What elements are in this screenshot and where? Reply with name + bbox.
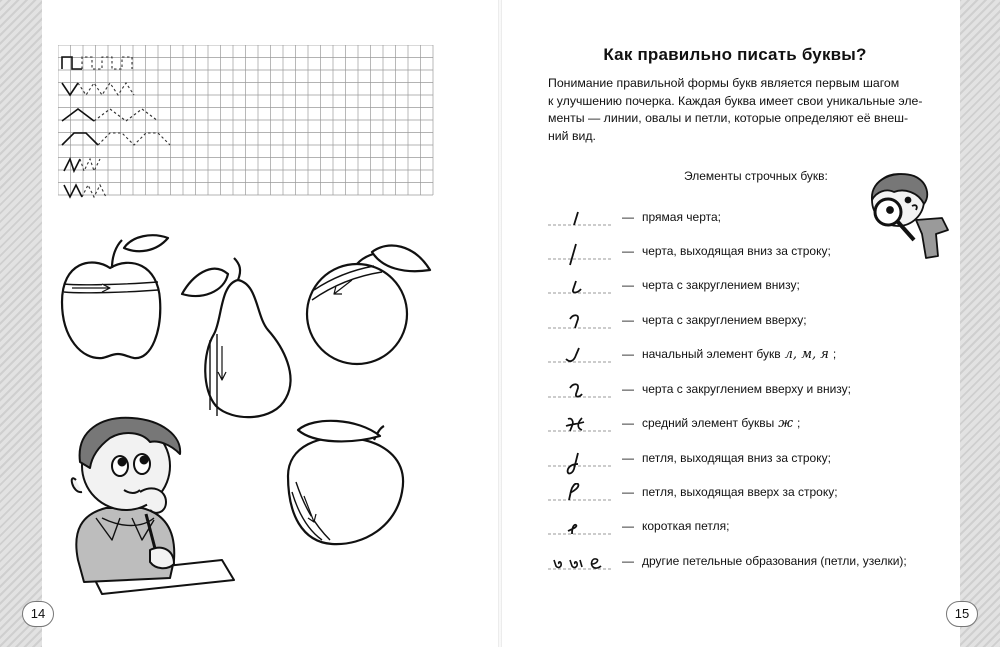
element-row-rounded-both bbox=[548, 380, 918, 400]
element-description-text: начальный элемент букв bbox=[642, 347, 781, 361]
element-dash: — bbox=[622, 313, 634, 327]
element-dash: — bbox=[622, 278, 634, 292]
element-suffix: ; bbox=[832, 347, 837, 361]
cursive-letters: ж bbox=[778, 416, 794, 431]
element-description: черта, выходящая вниз за строку; bbox=[642, 244, 831, 258]
element-row-initial-element bbox=[548, 345, 918, 365]
middle-element-glyph-icon bbox=[548, 414, 612, 434]
intro-line: к улучшению почерка. Каждая буква имеет свои уникальные эле- bbox=[548, 93, 923, 108]
orange-icon bbox=[307, 246, 430, 364]
short-loop-glyph-icon bbox=[548, 517, 612, 537]
element-dash: — bbox=[622, 244, 634, 258]
element-row-descending-line bbox=[548, 242, 918, 262]
thinking-boy-icon bbox=[62, 410, 242, 595]
element-dash: — bbox=[622, 554, 634, 568]
mango-icon bbox=[288, 421, 403, 544]
element-row-rounded-bottom bbox=[548, 276, 918, 296]
element-description: черта с закруглением внизу; bbox=[642, 278, 800, 292]
element-description bbox=[642, 347, 836, 362]
page-number-left: 14 bbox=[22, 601, 54, 627]
elements-heading: Элементы строчных букв: bbox=[684, 169, 828, 183]
element-row-straight-line bbox=[548, 208, 918, 228]
element-dash: — bbox=[622, 485, 634, 499]
rounded-both-glyph-icon bbox=[548, 380, 612, 400]
loop-down-glyph-icon bbox=[548, 449, 612, 477]
element-dash: — bbox=[622, 519, 634, 533]
initial-element-glyph-icon bbox=[548, 345, 612, 365]
other-loops-glyph-icon bbox=[548, 552, 612, 572]
element-description: другие петельные образования (петли, узелки); bbox=[642, 554, 907, 568]
element-row-short-loop bbox=[548, 517, 918, 537]
element-row-middle-element bbox=[548, 414, 918, 434]
element-description: петля, выходящая вверх за строку; bbox=[642, 485, 838, 499]
element-description: короткая петля; bbox=[642, 519, 730, 533]
tracing-grid-icon bbox=[58, 45, 438, 205]
element-dash: — bbox=[622, 451, 634, 465]
pear-icon bbox=[182, 258, 291, 417]
page-number-right: 15 bbox=[946, 601, 978, 627]
element-dash: — bbox=[622, 210, 634, 224]
element-row-other-loops bbox=[548, 552, 918, 572]
element-description-text: средний элемент буквы bbox=[642, 416, 775, 430]
descending-line-glyph-icon bbox=[548, 242, 612, 266]
straight-line-glyph-icon bbox=[548, 208, 612, 228]
element-dash: — bbox=[622, 382, 634, 396]
element-description: черта с закруглением вверху; bbox=[642, 313, 807, 327]
element-description bbox=[642, 416, 800, 431]
element-dash: — bbox=[622, 416, 634, 430]
book-gutter bbox=[498, 0, 502, 647]
cursive-letters: л, м, я bbox=[784, 347, 829, 362]
element-description: петля, выходящая вниз за строку; bbox=[642, 451, 831, 465]
intro-line: менты — линии, овалы и петли, которые определяют её внеш- bbox=[548, 111, 909, 125]
element-description: черта с закруглением вверху и внизу; bbox=[642, 382, 851, 396]
loop-up-glyph-icon bbox=[548, 483, 612, 503]
page-title: Как правильно писать буквы? bbox=[603, 45, 867, 64]
intro-line: ний вид. bbox=[548, 128, 596, 143]
intro-paragraph bbox=[548, 75, 950, 145]
apple-icon bbox=[62, 235, 168, 358]
element-description: прямая черта; bbox=[642, 210, 721, 224]
element-row-rounded-top bbox=[548, 311, 918, 331]
rounded-bottom-glyph-icon bbox=[548, 276, 612, 296]
element-row-loop-up bbox=[548, 483, 918, 503]
intro-line: Понимание правильной формы букв является первым шагом bbox=[548, 76, 900, 90]
element-suffix: ; bbox=[797, 416, 801, 430]
element-dash: — bbox=[622, 347, 634, 361]
element-row-loop-down bbox=[548, 449, 918, 469]
rounded-top-glyph-icon bbox=[548, 311, 612, 331]
